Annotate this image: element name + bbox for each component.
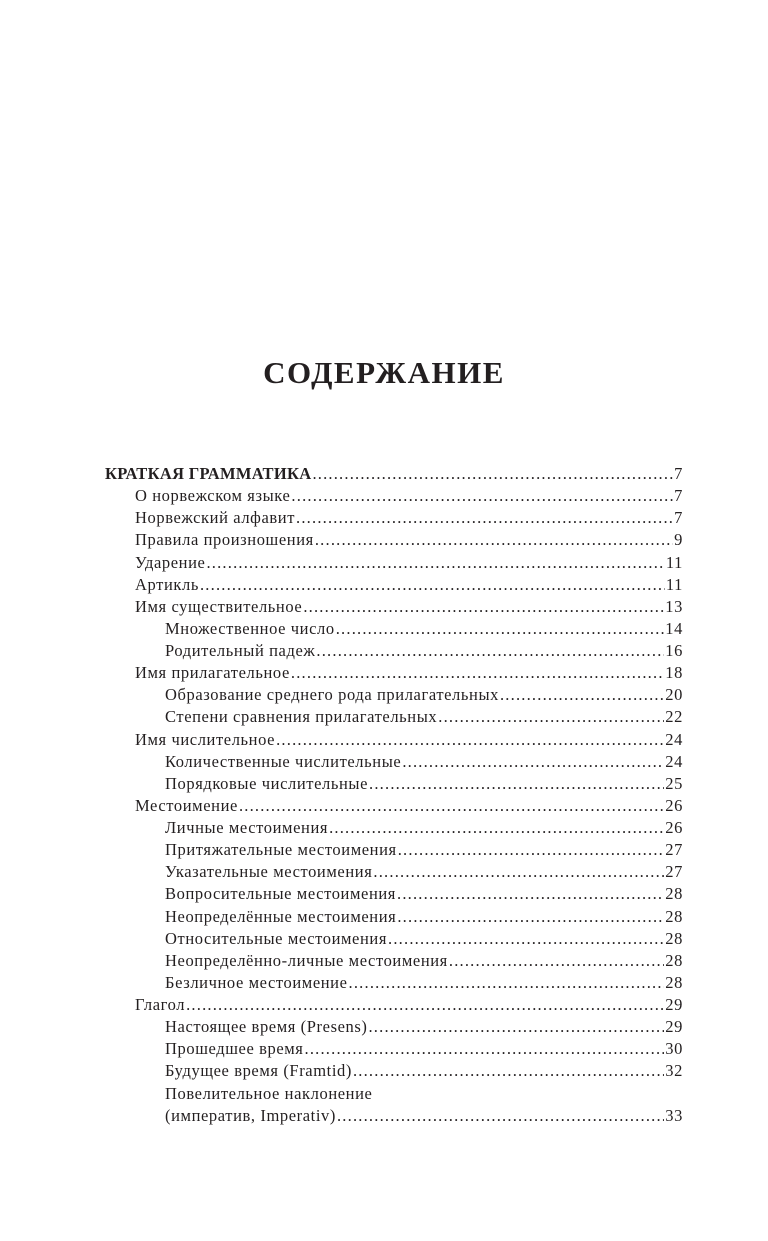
toc-entry-page: 26 (665, 795, 683, 815)
toc-entry-label: Неопределённые местоимения (165, 906, 397, 926)
toc-entry-label: Указательные местоимения (165, 862, 373, 882)
toc-entry-label: Родительный падеж (165, 641, 316, 660)
dot-leader (500, 684, 664, 706)
toc-entry-label: Повелительное наклонение (165, 1083, 373, 1103)
toc-entry-page: 28 (665, 928, 683, 948)
toc-entry[interactable] (105, 883, 683, 905)
toc-entry[interactable] (105, 839, 683, 861)
toc-entry[interactable] (105, 1083, 683, 1105)
toc-entry[interactable] (105, 684, 683, 706)
toc-entry[interactable] (105, 618, 683, 640)
page-title: СОДЕРЖАНИЕ (263, 354, 505, 390)
dot-leader (206, 552, 664, 574)
toc-entry[interactable] (105, 529, 683, 551)
toc-entry-label: Ударение (135, 552, 206, 572)
toc-entry-page: 24 (665, 729, 683, 749)
dot-leader (353, 1060, 664, 1082)
dot-leader (449, 950, 664, 972)
toc-entry-label: (императив, Imperativ) (165, 1105, 336, 1125)
toc-entry-label: Личные местоимения (165, 818, 329, 837)
dot-leader (398, 839, 665, 861)
toc-entry-label: Образование среднего рода прилагательных (165, 685, 499, 705)
toc-entry[interactable] (105, 773, 683, 795)
toc-entry-label: Имя существительное (135, 596, 303, 616)
dot-leader (397, 883, 664, 905)
toc-entry-label: Притяжательные местоимения (165, 840, 397, 860)
toc-entry[interactable] (105, 1016, 683, 1038)
toc-entry-page: 28 (665, 884, 683, 904)
toc-entry-label: Порядковые числительные (165, 773, 369, 793)
dot-leader (402, 751, 664, 773)
dot-leader (186, 994, 664, 1016)
toc-entry[interactable] (105, 950, 683, 972)
dot-leader (315, 529, 673, 551)
toc-entry-label: Множественное число (165, 618, 335, 638)
toc-entry-page: 11 (665, 574, 683, 594)
dot-leader (369, 773, 664, 795)
toc-entry[interactable] (105, 1060, 683, 1082)
toc-entry-page: 28 (665, 972, 683, 992)
toc-entry-page: 7 (674, 486, 683, 506)
toc-entry[interactable] (105, 1038, 683, 1060)
toc-entry-page: 20 (665, 685, 683, 705)
toc-entry-page: 13 (665, 596, 683, 616)
dot-leader (388, 928, 664, 950)
toc-entry-page: 29 (665, 1017, 683, 1037)
dot-leader (397, 906, 664, 928)
dot-leader (200, 574, 665, 596)
toc-entry-page: 27 (665, 840, 683, 860)
toc-entry-label: Норвежский алфавит (135, 508, 296, 528)
toc-entry[interactable] (105, 1105, 683, 1127)
toc-entry-label: Количественные числительные (165, 751, 402, 771)
dot-leader (291, 485, 673, 507)
dot-leader (312, 463, 673, 485)
toc-entry[interactable] (105, 751, 683, 773)
toc-entry-label: Будущее время (Framtid) (165, 1061, 352, 1081)
toc-entry[interactable] (105, 463, 683, 485)
toc-entry-label: Настоящее время (Presens) (165, 1017, 368, 1037)
toc-entry-page: 7 (674, 508, 683, 528)
dot-leader (291, 662, 664, 684)
toc-entry[interactable] (105, 906, 683, 928)
toc-entry[interactable] (105, 574, 683, 596)
toc-entry-page: 7 (674, 464, 683, 483)
toc-entry-label: Вопросительные местоимения (165, 884, 396, 904)
toc-entry-label: Имя прилагательное (135, 663, 290, 683)
toc-entry[interactable] (105, 640, 683, 662)
dot-leader (276, 729, 664, 751)
toc-entry-page: 30 (665, 1039, 683, 1059)
toc-entry[interactable] (105, 994, 683, 1016)
toc-entry-label: Имя числительное (135, 729, 276, 749)
toc-entry-label: Неопределённо-личные местоимения (165, 950, 448, 970)
toc-entry-label: Правила произношения (135, 530, 314, 550)
toc-entry-label: КРАТКАЯ ГРАММАТИКА (105, 464, 312, 483)
dot-leader (239, 795, 664, 817)
toc-entry-page: 24 (665, 751, 683, 771)
dot-leader (303, 596, 664, 618)
toc-entry-page: 22 (665, 707, 683, 727)
dot-leader (438, 706, 664, 728)
toc-entry[interactable] (105, 552, 683, 574)
dot-leader (368, 1016, 664, 1038)
toc-entry-page: 29 (665, 995, 683, 1014)
dot-leader (349, 972, 665, 994)
toc-entry[interactable] (105, 596, 683, 618)
toc-entry[interactable] (105, 507, 683, 529)
toc-entry-page: 28 (665, 906, 683, 926)
table-of-contents (105, 463, 683, 1127)
toc-entry-label: О норвежском языке (135, 486, 291, 506)
toc-entry-label: Безличное местоимение (165, 972, 348, 992)
toc-entry[interactable] (105, 729, 683, 751)
toc-entry-page: 32 (665, 1061, 683, 1081)
toc-entry-page: 18 (665, 663, 683, 683)
toc-entry[interactable] (105, 662, 683, 684)
toc-entry-page: 28 (665, 950, 683, 970)
toc-entry[interactable] (105, 485, 683, 507)
toc-entry[interactable] (105, 817, 683, 839)
toc-entry[interactable] (105, 972, 683, 994)
toc-entry-label: Местоимение (135, 795, 238, 815)
toc-entry-label: Прошедшее время (165, 1039, 304, 1059)
dot-leader (316, 640, 664, 662)
dot-leader (296, 507, 673, 529)
toc-entry-page: 33 (665, 1105, 683, 1125)
dot-leader (373, 861, 664, 883)
toc-entry-label: Глагол (135, 995, 186, 1014)
toc-entry-page: 26 (665, 818, 683, 837)
toc-entry-label: Степени сравнения прилагательных (165, 707, 438, 727)
toc-entry-label: Относительные местоимения (165, 928, 388, 948)
toc-entry[interactable] (105, 706, 683, 728)
dot-leader (336, 618, 665, 640)
toc-entry-label: Артикль (135, 574, 199, 594)
toc-entry[interactable] (105, 928, 683, 950)
toc-entry-page: 16 (665, 641, 683, 660)
toc-entry-page: 9 (674, 530, 683, 550)
toc-entry-page: 25 (665, 773, 683, 793)
dot-leader (337, 1105, 664, 1127)
toc-entry-page: 27 (665, 862, 683, 882)
toc-entry[interactable] (105, 795, 683, 817)
dot-leader (329, 817, 664, 839)
toc-entry-page: 11 (665, 552, 683, 572)
dot-leader (305, 1038, 665, 1060)
toc-entry-page: 14 (665, 618, 683, 638)
toc-entry[interactable] (105, 861, 683, 883)
